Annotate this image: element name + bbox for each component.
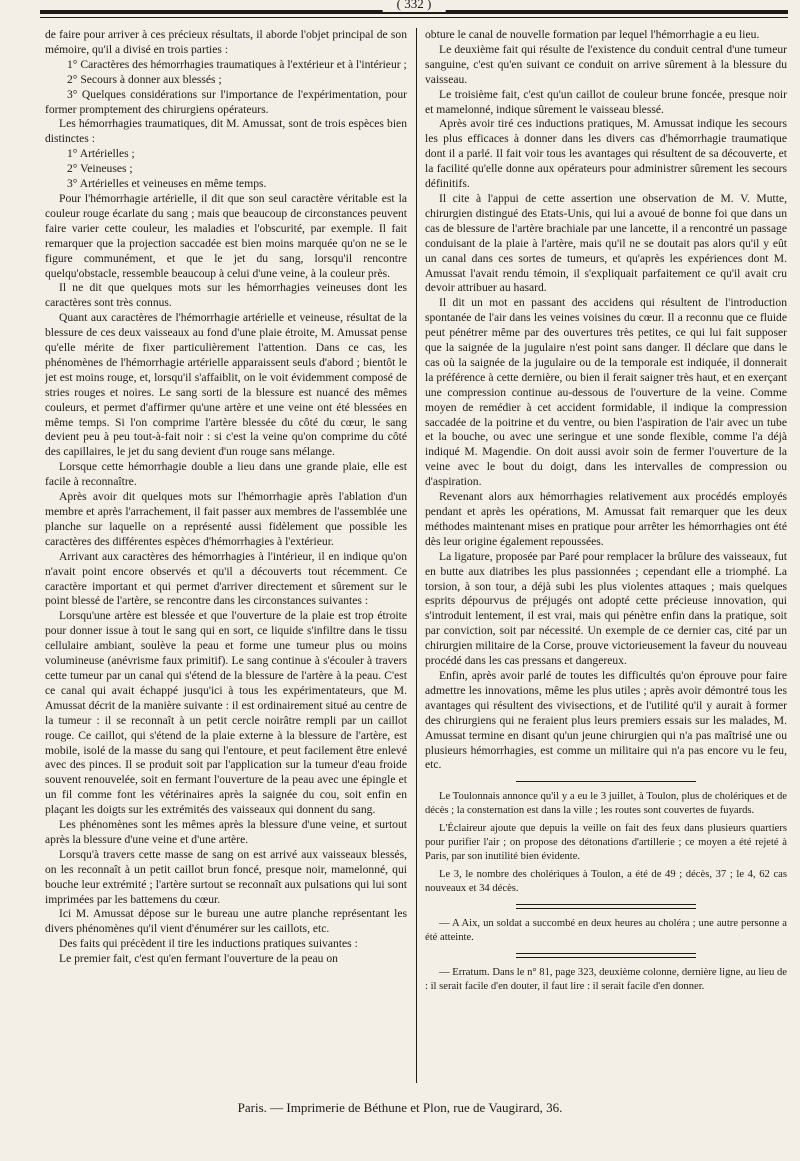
list-item: 1° Caractères des hémorrhagies traumatiques à l'extérieur et à l'intérieur ; xyxy=(67,57,407,71)
paragraph: Après avoir dit quelques mots sur l'hémorrhagie après l'ablation d'un membre et après l'arrachement, il fait passer aux membres de l'assemblée une planche sur laquelle on a représenté aussi fidèlement que possible les caractères des différentes espèces d'hémorrhagies à l'extérieur. xyxy=(45,490,407,548)
paragraph: de faire pour arriver à ces précieux résultats, il aborde l'objet principal de son mémoire, qu'il a divisé en trois parties : xyxy=(45,28,407,56)
paragraph: Ici M. Amussat dépose sur le bureau une autre planche représentant les divers phénomènes qu'il vient d'énumérer sur les caillots, etc. xyxy=(45,907,407,936)
news-item: Le Toulonnais annonce qu'il y a eu le 3 juillet, à Toulon, plus de cholériques et de décès ; la consternation est dans la ville ; les routes sont couvertes de fuyards. xyxy=(425,791,787,817)
header-rule-thin xyxy=(40,17,788,18)
news-item: Le 3, le nombre des cholériques à Toulon, a été de 49 ; décès, 37 ; le 4, 62 cas nouveaux et 34 décès. xyxy=(425,869,787,895)
paragraph: obture le canal de nouvelle formation par lequel l'hémorrhagie a eu lieu. xyxy=(425,28,760,41)
paragraph: Lorsqu'à travers cette masse de sang on est arrivé aux vaisseaux blessés, on les reconnaît à un petit caillot brun foncé, presque noir, mamelonné, qui bouche leur extrémité ; l'artère surtout se reconnaît aux pulsations qui lui sont imprimées par les battemens du cœur. xyxy=(45,847,407,906)
paragraph: Lorsque cette hémorrhagie double a lieu dans une grande plaie, elle est facile à reconnaître. xyxy=(45,460,407,489)
paragraph: Enfin, après avoir parlé de toutes les difficultés qu'on éprouve pour faire admettre les innovations, même les plus utiles ; après avoir démontré tous les avantages qui résultent des vivisections, et de l'utilité qu'il y aurait à former des chirurgiens qui ne feraient plus leurs premiers essais sur les malades, M. Amussat termine en disant qu'un jeune chirurgien qui n'a pas maîtrisé une ou plusieurs hémorrhagies, est comme un militaire qui n'a pas encore vu le feu, etc. xyxy=(425,668,787,772)
news-item: — A Aix, un soldat a succombé en deux heures au choléra ; une autre personne a été atteinte. xyxy=(425,918,787,944)
article-body xyxy=(45,28,790,1083)
section-rule xyxy=(516,781,696,782)
paragraph: Arrivant aux caractères des hémorrhagies à l'intérieur, il en indique qu'on n'avait point encore observés et qu'il a découverts tout récemment. Ce caractère important et qui permet d'arriver directement et sûrement sur le point blessé de l'artère, se rencontre dans les circonstances suivantes : xyxy=(45,549,407,608)
paragraph: Après avoir tiré ces inductions pratiques, M. Amussat indique les secours les plus efficaces à donner dans les divers cas d'hémorrhagie traumatique dont il a parlé. Il fait voir tous les avantages qui résultent de sa découverte, et la facilité qu'elle donne aux opérateurs pour administrer sûrement les secours définitifs. xyxy=(425,117,787,191)
news-section xyxy=(425,790,787,994)
list-item: 3° Quelques considérations sur l'importance de l'expérimentation, pour former promptement des chirurgiens opérateurs. xyxy=(45,87,407,116)
paragraph: Il cite à l'appui de cette assertion une observation de M. V. Mutte, chirurgien distingué des Etats-Unis, qui lui a avoué de bonne foi que dans un cas de blessure de l'artère brachiale par une lancette, il a rencontré un passage conduisant de la plaie à l'artère, mais qu'il ne se doutait pas alors qu'il y eût un canal dans ces sortes de tumeurs, et qu'après les expériences dont M. Amussat l'avait rendu témoin, il s'expliquait parfaitement ce qu'il avait cru devoir attribuer au hasard. xyxy=(425,191,787,295)
paragraph: Quant aux caractères de l'hémorrhagie artérielle et veineuse, résultat de la blessure de ces deux vaisseaux au fond d'une plaie étroite, M. Amussat pense qu'elle mérite de fixer particulièrement l'attention. Dans ce cas, les phénomènes de l'hémorrhagie artérielle apparaissent seuls d'abord ; bientôt le jet est moins rouge, et, lorsqu'il s'affaiblit, on le voit évidemment composé de stries rouges et noires. Le sang sorti de la blessure est nuancé des mêmes couleurs, et permet d'affirmer qu'une artère et une veine ont été blessées en même temps. Si l'on comprime l'artère blessée du côté du cœur, le sang devient peu à peu tout-à-fait noir : si c'est la veine qu'on comprime du côté des capillaires, le jet du sang devient d'un rouge sans mélange. xyxy=(45,311,407,459)
paragraph: Des faits qui précèdent il tire les inductions pratiques suivantes : xyxy=(59,937,358,951)
list-item: 2° Secours à donner aux blessés ; xyxy=(67,72,222,86)
paragraph: Le troisième fait, c'est qu'un caillot de couleur brune foncée, presque noir et mamelonné, indique sûrement le vaisseau blessé. xyxy=(425,87,787,116)
paragraph: Les phénomènes sont les mêmes après la blessure d'une veine, et surtout après la blessure d'une veine et d'une artère. xyxy=(45,818,407,846)
paragraph: Pour l'hémorrhagie artérielle, il dit que son seul caractère véritable est la couleur rouge écarlate du sang ; mais que beaucoup de circonstances peuvent faire varier cette couleur, les maladies et l'obscurité, par exemple. Il fait remarquer que la projection saccadée est bien moins marquée qu'on ne se le figure communément, et que le jet du sang, lorsqu'il rencontre quelqu'obstacle, ressemble beaucoup à celui d'une veine, à la couleur près. xyxy=(45,191,407,280)
right-column xyxy=(425,28,787,1083)
list-item: 1° Artérielles ; xyxy=(67,147,135,161)
page-header xyxy=(40,0,788,22)
paragraph: Le premier fait, c'est qu'en fermant l'ouverture de la peau on xyxy=(59,952,338,966)
section-rule xyxy=(516,953,696,958)
printer-imprint: Paris. — Imprimerie de Béthune et Plon, rue de Vaugirard, 36. xyxy=(237,1100,563,1115)
news-item: L'Éclaireur ajoute que depuis la veille on fait des feux dans plusieurs quartiers pour purifier l'air ; on propose des détonations d'artillerie ; ce moyen a été rejeté à Paris, par son inutilité bien évidente. xyxy=(425,823,787,863)
paragraph: Revenant alors aux hémorrhagies relativement aux procédés employés pendant et après les opérations, M. Amussat fait remarquer que les deux méthodes maintenant mises en pratique pour arrêter les hémorrhagies ont été dès leur origine également repoussées. xyxy=(425,490,787,548)
section-rule xyxy=(516,904,696,909)
paragraph: Lorsqu'une artère est blessée et que l'ouverture de la plaie est trop étroite pour donner issue à tout le sang qui en sort, ce liquide s'infiltre dans le tissu cellulaire ambiant, soulève la peau et forme une tumeur plus ou moins volumineuse (anévrisme faux primitif). Le sang continue à s'écouler à travers cette tumeur par un canal qui s'étend de la blessure de l'artère à la peau. C'est ce canal qui avait échappé jusqu'ici à tous les expérimentateurs, que M. Amussat décrit de la manière suivante : il est ordinairement situé au centre de la tumeur : il se reconnaît à un petit cercle noirâtre rempli par un caillot rouge. Ce caillot, qui s'étend de la plaie externe à la blessure de l'artère, est mobile, isolé de la masse du sang qui l'entoure, et peut facilement être enlevé avec des pinces. Il se produit soit par l'application sur la tumeur d'eau froide souvent renouvelée, soit en fermant l'ouverture de la peau avec une épingle et un fil comme font les vétérinaires après la saignée du cou, soit enfin en plaçant les doigts sur les extrémités des vaisseaux qui donnent du sang. xyxy=(45,609,407,817)
list-item: 3° Artérielles et veineuses en même temps. xyxy=(67,177,267,191)
paragraph: Les hémorrhagies traumatiques, dit M. Amussat, sont de trois espèces bien distinctes : xyxy=(45,117,407,146)
left-column xyxy=(45,28,407,1083)
paragraph: La ligature, proposée par Paré pour remplacer la brûlure des vaisseaux, fut en butte aux diatribes les plus passionnées ; cependant elle a triomphé. La torsion, à son tour, a déjà subi les plus violentes attaques ; mais quelques esprits dépourvus de préjugés ont adopté cette précieuse innovation, qui s'introduit lentement, il est vrai, mais qui pénètre enfin dans la pratique, soit par conviction, soit par nécessité. Un exemple de ce dernier cas, cité par un chirurgien militaire de la Corse, prouve victorieusement la faveur du nouveau procédé dans les cas pressans et dangereux. xyxy=(425,549,787,668)
paragraph: Il dit un mot en passant des accidens qui résultent de l'introduction spontanée de l'air dans les veines voisines du cœur. Il a reconnu que ce fluide peut pénétrer même par des ouvertures très petites, ce qui lui fait supposer que la saignée de la jugulaire n'est point sans danger. Il déclare que dans le cas où la saignée de la jugulaire ou de la temporale est indiquée, il donnerait la préférence à cette dernière, ou bien il ferait saigner très haut, et en exerçant une compression continue au-dessous de l'ouverture de la veine. Comme moyen de remédier à cet accident formidable, il indique la compression saccadée de la poitrine et du ventre, ou bien l'aspiration de l'air avec un tube et la bouche, ou avec une seringue et une sonde flexible, comme l'a déjà indiqué M. Magendie. On doit aussi avoir soin de fermer l'ouverture de la veine avec le bout du doigt, dans les intervalles de compression ou d'aspiration. xyxy=(425,296,787,489)
page-number: ( 332 ) xyxy=(383,0,446,12)
paragraph: Il ne dit que quelques mots sur les hémorrhagies veineuses dont les caractères sont très connus. xyxy=(45,281,407,310)
list-item: 2° Veineuses ; xyxy=(67,162,133,176)
paragraph: Le deuxième fait qui résulte de l'existence du conduit central d'une tumeur sanguine, c'est qu'en suivant ce conduit on arrive sûrement à la blessure du vaisseau. xyxy=(425,42,787,86)
erratum: — Erratum. Dans le n° 81, page 323, deuxième colonne, dernière ligne, au lieu de : il serait facile d'en douter, il faut lire : il serait facile d'en donner. xyxy=(425,967,787,993)
